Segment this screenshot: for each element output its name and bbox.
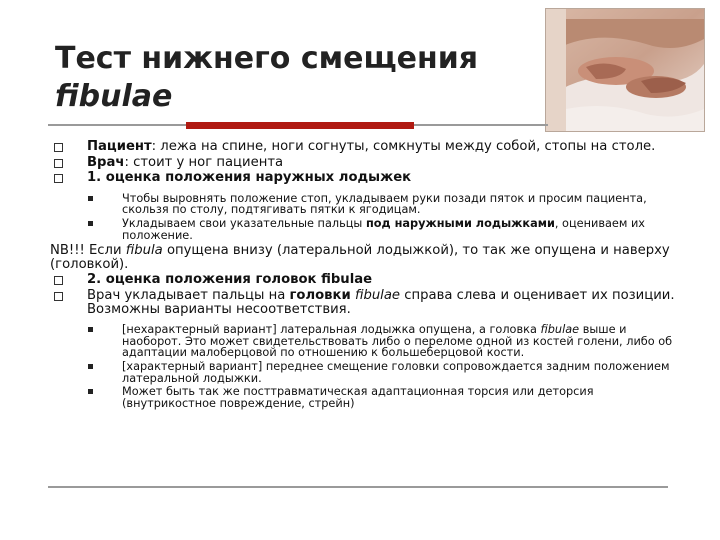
bullet-label: Пациент <box>87 139 152 154</box>
bullet-doctor <box>50 156 680 170</box>
sub-bullet-characteristic <box>50 361 680 384</box>
bullet-step-2 <box>50 273 680 287</box>
hollow-square-bullet-icon <box>54 143 63 152</box>
filled-square-bullet-icon <box>88 196 93 201</box>
title-line-2: fibulae <box>55 79 173 114</box>
bullet-label: 1. оценка положения наружных лодыжек <box>87 170 412 186</box>
text-part: опущена внизу (латеральной лодыжкой), то так же опущена и наверху (головкой). <box>50 243 670 272</box>
text-part: NB!!! Если <box>50 243 126 259</box>
bullet-label: 2. оценка положения головок fibulae <box>87 272 373 288</box>
bullet-patient <box>50 140 680 154</box>
text-part: Укладываем свои указательные пальцы <box>122 216 366 230</box>
bullet-text: : лежа на спине, ноги согнуты, сомкнуты между собой, стопы на столе. <box>151 139 656 154</box>
hollow-square-bullet-icon <box>54 174 63 183</box>
sub-bullet-align-feet <box>50 193 680 216</box>
bullet-step-1 <box>50 171 680 185</box>
sub-bullet-torsion <box>50 386 680 409</box>
text-italic: fibulae <box>540 323 580 337</box>
nb-note <box>50 244 680 271</box>
sub-bullet-text: Чтобы выровнять положение стоп, укладываем руки позади пяток и просим пациента, скользя по столу, подтягивать пятки к ягодицам. <box>122 191 647 217</box>
text-bold: под наружными лодыжками <box>365 216 555 230</box>
filled-square-bullet-icon <box>88 389 93 394</box>
filled-square-bullet-icon <box>88 221 93 226</box>
hollow-square-bullet-icon <box>54 159 63 168</box>
title-accent-bar <box>186 122 414 129</box>
sub-bullet-text: [характерный вариант] переднее смещение головки сопровождается задним положением латеральной лодыжки. <box>122 359 670 385</box>
text-part: выше и наоборот. Это может свидетельствовать либо о переломе одной из костей голени, либо об адаптации малоберцовой по отношению к большеберцовой кости. <box>122 323 673 360</box>
footer-rule <box>48 486 668 488</box>
bullet-fibula-heads <box>50 289 680 316</box>
bullet-text: : стоит у ног пациента <box>124 154 284 170</box>
text-part: , оцениваем их положение. <box>122 216 645 242</box>
title-line-1: Тест нижнего смещения <box>55 41 479 76</box>
text-italic: fibula <box>125 243 163 259</box>
text-part: Врач укладывает пальцы на <box>87 287 290 303</box>
slide-title <box>55 40 535 116</box>
text-italic: fibulae <box>354 287 401 303</box>
sub-bullet-index-fingers <box>50 218 680 241</box>
bullet-label: Врач <box>87 154 125 170</box>
text-part: справа слева и оценивает их позиции. Возможны варианты несоответствия. <box>87 287 675 317</box>
text-bold: головки <box>289 287 351 303</box>
sub-bullet-uncharacteristic <box>50 324 680 359</box>
hollow-square-bullet-icon <box>54 276 63 285</box>
slide-body <box>50 140 680 411</box>
text-part: [нехарактерный вариант] латеральная лодыжка опущена, а головка <box>122 323 541 337</box>
clinical-photo <box>545 8 705 132</box>
filled-square-bullet-icon <box>88 327 93 332</box>
filled-square-bullet-icon <box>88 364 93 369</box>
sub-bullet-text: Может быть так же посттравматическая адаптационная торсия или деторсия (внутрикостное повреждение, стрейн) <box>122 385 594 410</box>
hollow-square-bullet-icon <box>54 292 63 301</box>
